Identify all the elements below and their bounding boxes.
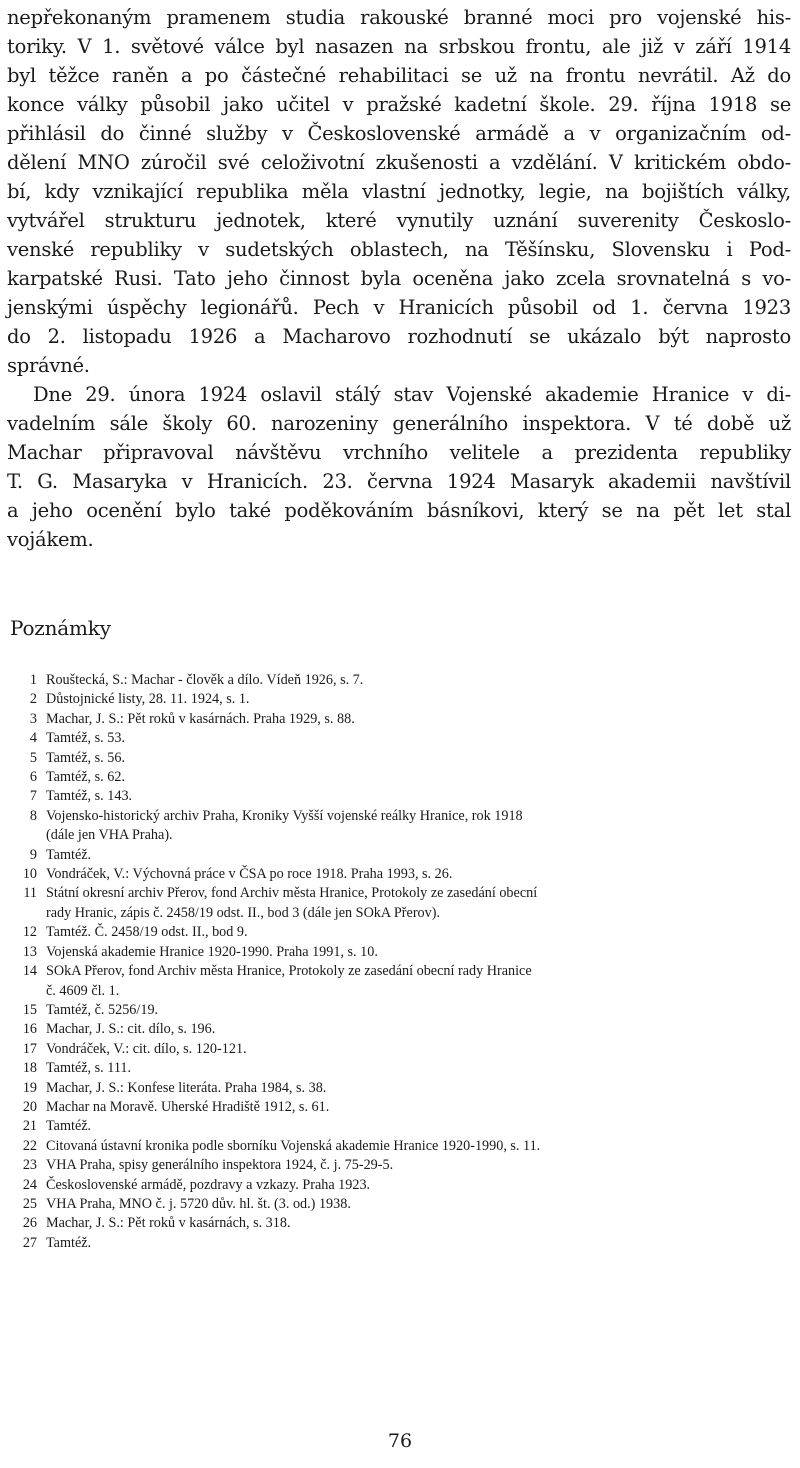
note-text [46, 807, 786, 846]
note-number: 19 [22, 1079, 37, 1096]
note-item [0, 671, 800, 690]
text-line: T. G. Masaryka v Hranicích. 23. června 1924 Masaryk akademii navštívil [7, 470, 791, 493]
note-item [0, 846, 800, 865]
note-number: 7 [29, 788, 37, 805]
note-number: 23 [22, 1157, 37, 1174]
text-line: do 2. listopadu 1926 a Macharovo rozhodnutí se ukázalo být naprosto [7, 325, 791, 348]
note-text [46, 1137, 786, 1156]
text-line: Dne 29. února 1924 oslavil stálý stav Vojenské akademie Hranice v di- [33, 383, 791, 406]
note-text-line: Tamtéž, s. 53. [46, 730, 125, 747]
note-number: 5 [29, 749, 37, 766]
note-item [0, 1195, 800, 1214]
page-number: 76 [387, 1430, 413, 1452]
text-line: správné. [7, 354, 90, 377]
note-item [0, 807, 800, 846]
note-text-line: Tamtéž. [46, 1118, 92, 1135]
note-number: 25 [22, 1195, 37, 1212]
note-text [46, 1098, 786, 1117]
note-text-line: Tamtéž. Č. 2458/19 odst. II., bod 9. [46, 924, 248, 941]
note-text [46, 768, 786, 787]
text-line: jenskými úspěchy legionářů. Pech v Hranicích působil od 1. června 1923 [7, 296, 791, 319]
note-item [0, 749, 800, 768]
note-text-line: Československé armádě, pozdravy a vzkazy. Praha 1923. [46, 1176, 371, 1193]
text-line: dělení MNO zúročil své celoživotní zkušenosti a vzdělání. V kritickém obdo- [7, 151, 791, 174]
notes-heading: Poznámky [10, 616, 111, 640]
text-line: nepřekonaným pramenem studia rakouské branné moci pro vojenské his- [7, 6, 791, 29]
note-item [0, 943, 800, 962]
text-line: venské republiky v sudetských oblastech, na Těšínsku, Slovensku i Pod- [7, 238, 791, 261]
note-text-line: Vondráček, V.: Výchovná práce v ČSA po roce 1918. Praha 1993, s. 26. [46, 866, 453, 883]
note-number: 10 [22, 866, 37, 883]
note-text [46, 729, 786, 748]
note-text-line: VHA Praha, spisy generálního inspektora 1924, č. j. 75-29-5. [46, 1157, 394, 1174]
note-text-line: Citovaná ústavní kronika podle sborníku Vojenská akademie Hranice 1920-1990, s. 11. [46, 1137, 541, 1154]
note-text [46, 671, 786, 690]
note-text-line: Machar, J. S.: Konfese literáta. Praha 1984, s. 38. [46, 1079, 327, 1096]
note-number: 20 [22, 1098, 37, 1115]
note-item [0, 1117, 800, 1136]
note-number: 4 [29, 730, 37, 747]
note-text-line: Rouštecká, S.: Machar - člověk a dílo. Vídeň 1926, s. 7. [46, 672, 364, 688]
note-item [0, 1001, 800, 1020]
note-text [46, 865, 786, 884]
note-text [46, 846, 786, 865]
note-text-line: Machar, J. S.: cit. dílo, s. 196. [46, 1021, 216, 1038]
note-text [46, 884, 786, 923]
note-text [46, 1214, 786, 1233]
note-item [0, 1079, 800, 1098]
text-line: Machar připravoval návštěvu vrchního velitele a prezidenta republiky [7, 441, 791, 464]
note-item [0, 1040, 800, 1059]
text-line: vytvářel strukturu jednotek, které vynutily uznání suverenity Českoslo- [7, 209, 791, 232]
note-text [46, 1117, 786, 1136]
note-number: 15 [22, 1001, 37, 1018]
note-number: 3 [29, 710, 37, 727]
note-number: 24 [22, 1176, 37, 1193]
note-number: 1 [29, 672, 37, 688]
text-line: karpatské Rusi. Tato jeho činnost byla oceněna jako zcela srovnatelná s vo- [7, 267, 791, 290]
paragraph-1 [7, 3, 791, 380]
note-number: 17 [22, 1040, 37, 1057]
note-text [46, 690, 786, 709]
note-number: 6 [29, 769, 37, 786]
note-text [46, 1001, 786, 1020]
note-text-line: Tamtéž. [46, 846, 92, 863]
note-item [0, 1234, 800, 1253]
text-line: bí, kdy vznikající republika měla vlastní jednotky, legie, na bojištích války, [7, 180, 791, 203]
text-line: a jeho ocenění bylo také poděkováním básníkovi, který se na pět let stal [7, 499, 791, 522]
text-line: vadelním sále školy 60. narozeniny generálního inspektora. V té době už [7, 412, 791, 435]
note-item [0, 729, 800, 748]
note-number: 2 [29, 691, 37, 708]
note-text-line: Tamtéž, s. 111. [46, 1060, 132, 1077]
note-text [46, 1040, 786, 1059]
note-number: 9 [29, 846, 37, 863]
text-line: vojákem. [7, 528, 94, 551]
text-line: toriky. V 1. světové válce byl nasazen na srbskou frontu, ale již v září 1914 [7, 35, 791, 58]
note-item [0, 1098, 800, 1117]
note-text [46, 1079, 786, 1098]
note-text [46, 1156, 786, 1175]
note-item [0, 1176, 800, 1195]
note-number: 12 [22, 924, 37, 941]
note-text [46, 710, 786, 729]
note-item [0, 1059, 800, 1078]
note-text [46, 962, 786, 1001]
note-text [46, 1059, 786, 1078]
note-text-line: VHA Praha, MNO č. j. 5720 dův. hl. št. (3. od.) 1938. [46, 1195, 351, 1212]
notes-list [0, 671, 800, 1253]
note-text-line: Vojensko-historický archiv Praha, Kroniky Vyšší vojenské reálky Hranice, rok 1918 [46, 807, 523, 824]
note-text-line: Vojenská akademie Hranice 1920-1990. Praha 1991, s. 10. [46, 943, 378, 960]
note-item [0, 768, 800, 787]
note-item [0, 1020, 800, 1039]
note-item [0, 865, 800, 884]
note-text [46, 749, 786, 768]
text-line: přihlásil do činné služby v Československé armádě a v organizačním od- [7, 122, 791, 145]
note-text-line: Vondráček, V.: cit. dílo, s. 120-121. [46, 1040, 247, 1057]
note-item [0, 710, 800, 729]
note-text-line: Tamtéž, s. 62. [46, 769, 125, 786]
note-text-line: SOkA Přerov, fond Archiv města Hranice, Protokoly ze zasedání obecní rady Hranice [46, 963, 532, 980]
note-item [0, 690, 800, 709]
note-text [46, 1195, 786, 1214]
note-item [0, 962, 800, 1001]
note-number: 13 [22, 943, 37, 960]
text-line: konce války působil jako učitel v pražské kadetní škole. 29. října 1918 se [7, 93, 791, 116]
note-item [0, 1156, 800, 1175]
note-item [0, 787, 800, 806]
note-text-line: Machar na Moravě. Uherské Hradiště 1912, s. 61. [46, 1098, 330, 1115]
note-item [0, 1214, 800, 1233]
paragraph-2 [7, 380, 791, 554]
note-number: 8 [29, 807, 37, 824]
note-text [46, 787, 786, 806]
text-line: byl těžce raněn a po částečné rehabilitaci se už na frontu nevrátil. Až do [7, 64, 791, 87]
note-text-line: Tamtéž, s. 56. [46, 749, 125, 766]
note-text-line: Machar, J. S.: Pět roků v kasárnách, s. 318. [46, 1215, 291, 1232]
note-item [0, 884, 800, 923]
note-number: 11 [23, 885, 37, 902]
note-text [46, 923, 786, 942]
body-text [7, 3, 791, 554]
note-number: 16 [22, 1021, 37, 1038]
note-text-line: (dále jen VHA Praha). [46, 827, 173, 844]
note-number: 21 [22, 1118, 37, 1135]
note-text [46, 943, 786, 962]
note-text-line: Státní okresní archiv Přerov, fond Archiv města Hranice, Protokoly ze zasedání obecní [46, 885, 538, 902]
note-item [0, 923, 800, 942]
note-text-line: Tamtéž, s. 143. [46, 788, 133, 805]
note-number: 22 [22, 1137, 37, 1154]
note-text [46, 1234, 786, 1253]
note-number: 27 [22, 1234, 37, 1251]
note-number: 14 [22, 963, 37, 980]
note-text-line: rady Hranic, zápis č. 2458/19 odst. II., bod 3 (dále jen SOkA Přerov). [46, 904, 441, 921]
note-number: 26 [22, 1215, 37, 1232]
note-text-line: Důstojnické listy, 28. 11. 1924, s. 1. [46, 691, 250, 708]
note-text-line: č. 4609 čl. 1. [46, 982, 120, 999]
note-text [46, 1020, 786, 1039]
note-item [0, 1137, 800, 1156]
note-text [46, 1176, 786, 1195]
note-text-line: Machar, J. S.: Pět roků v kasárnách. Praha 1929, s. 88. [46, 710, 355, 727]
note-text-line: Tamtéž, č. 5256/19. [46, 1001, 159, 1018]
note-number: 18 [22, 1060, 37, 1077]
note-text-line: Tamtéž. [46, 1234, 92, 1251]
